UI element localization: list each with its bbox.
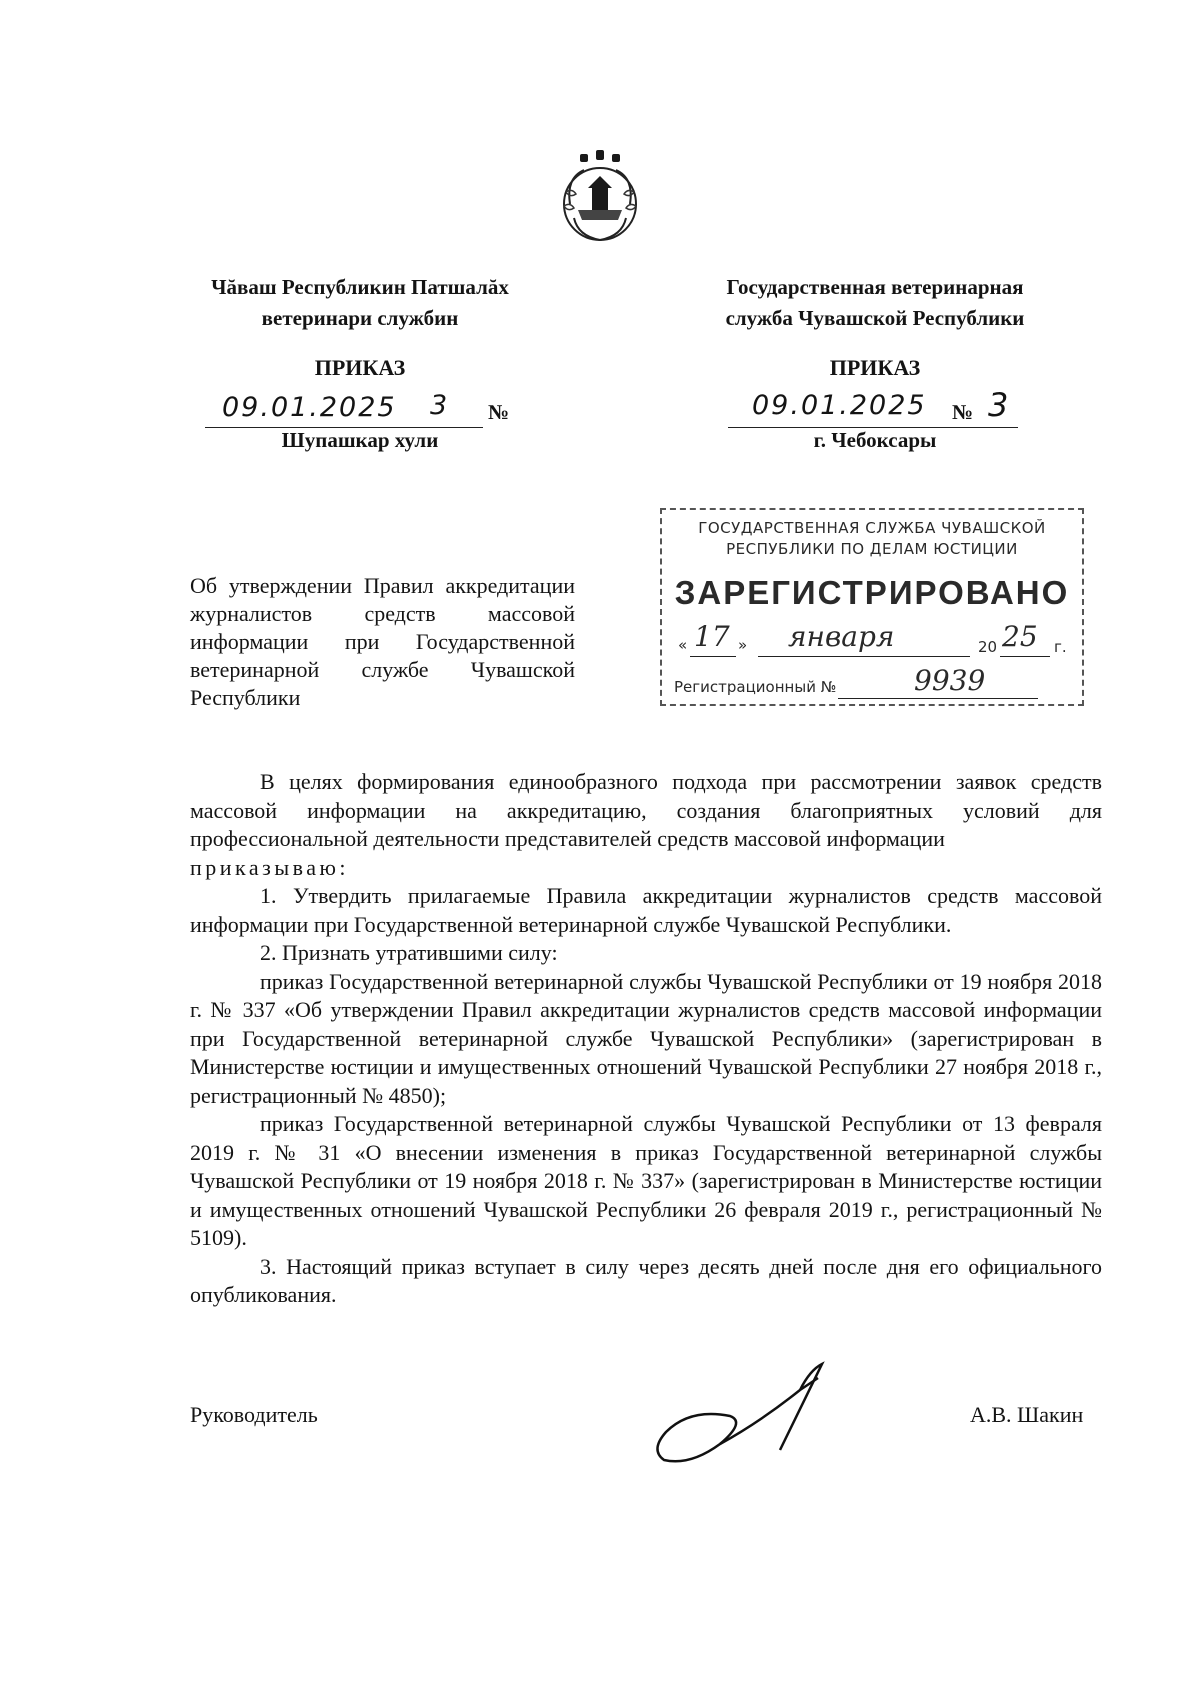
stamp-day: 17	[694, 620, 730, 653]
body-item-2a: приказ Государственной ветеринарной службы Чувашской Республики от 19 ноября 2018 г. № 337 «Об утверждении Правил аккредитации журналистов средств массовой информации при Государственной ветеринарной службе Чувашской Республики» (зарегистрирован в Министерстве юстиции и имущественных отношений Чувашской Республики 27 ноября 2018 г., регистрационный № 4850);	[190, 968, 1102, 1108]
stamp-date-row	[662, 620, 1082, 664]
stamp-reg-label: Регистрационный №	[674, 678, 837, 696]
body-item-2: 2. Признать утратившими силу:	[260, 940, 558, 965]
stamp-reg-number: 9939	[914, 664, 986, 697]
signature-position: Руководитель	[190, 1402, 318, 1427]
header-right-line2: служба Чувашской Республики	[725, 306, 1025, 330]
handwritten-signature-icon	[650, 1360, 850, 1480]
header-left-city: Шупашкар хули	[281, 428, 439, 452]
stamp-month: января	[788, 620, 895, 653]
stamp-month-line	[758, 656, 970, 657]
stamp-reg-line	[838, 698, 1038, 699]
header-right-prikaz: ПРИКАЗ	[829, 355, 921, 380]
header-left-line2: ветеринари службин	[261, 306, 459, 330]
stamp-close-quote: »	[738, 636, 748, 654]
header-right-date: 09.01.2025	[752, 390, 927, 421]
header-right-number-sign: №	[952, 400, 974, 424]
stamp-open-quote: «	[678, 636, 688, 654]
header-left-number: 3	[430, 390, 450, 421]
header-right-number: 3	[988, 386, 1011, 424]
body-order-word: приказываю:	[190, 854, 350, 880]
stamp-status: ЗАРЕГИСТРИРОВАНО	[674, 574, 1070, 611]
header-left	[160, 272, 560, 334]
header-left-number-sign: №	[488, 400, 510, 424]
registration-stamp	[660, 508, 1084, 706]
stamp-reg-row	[662, 664, 1082, 704]
stamp-year-line	[1000, 656, 1050, 657]
stamp-year-prefix: 20	[978, 638, 998, 656]
coat-of-arms-icon	[548, 148, 652, 248]
stamp-day-line	[690, 656, 736, 657]
header-right-line1: Государственная ветеринарная	[726, 275, 1024, 299]
body-item-2b: приказ Государственной ветеринарной службы Чувашской Республики от 13 февраля 2019 г. № 31 «О внесении изменения в приказ Государственной ветеринарной службы Чувашской Республики от 19 ноября 2018 г. № 337» (зарегистрирован в Министерстве юстиции и имущественных отношений Чувашской Республики 26 февраля 2019 г., регистрационный № 5109).	[190, 1111, 1102, 1250]
stamp-year-suffix: 25	[1002, 620, 1038, 653]
document-title: Об утверждении Правил аккредитации журналистов средств массовой информации при Государственной ветеринарной службе Чувашской Республики	[190, 573, 575, 710]
stamp-org-line1: ГОСУДАРСТВЕННАЯ СЛУЖБА ЧУВАШСКОЙ	[698, 519, 1046, 537]
header-left-prikaz: ПРИКАЗ	[314, 355, 406, 380]
header-left-line1: Чăваш Республикин Патшалăх	[211, 275, 509, 299]
body-item-3: 3. Настоящий приказ вступает в силу через десять дней после дня его официального опубликования.	[190, 1253, 1102, 1307]
header-right-city: г. Чебоксары	[813, 428, 937, 452]
document-body	[190, 768, 1102, 1310]
body-intro: В целях формирования единообразного подхода при рассмотрении заявок средств массовой информации на аккредитацию, создания благоприятных условий для профессиональной деятельности представителей средств массовой информации	[190, 769, 1102, 851]
header-left-date: 09.01.2025	[222, 392, 397, 423]
signature-name: А.В. Шакин	[970, 1402, 1084, 1427]
header-right	[660, 272, 1090, 334]
body-item-1: 1. Утвердить прилагаемые Правила аккредитации журналистов средств массовой информации при Государственной ветеринарной службе Чувашской Республики.	[190, 883, 1102, 937]
stamp-year-unit: г.	[1054, 638, 1067, 656]
stamp-org-line2: РЕСПУБЛИКИ ПО ДЕЛАМ ЮСТИЦИИ	[726, 540, 1018, 558]
